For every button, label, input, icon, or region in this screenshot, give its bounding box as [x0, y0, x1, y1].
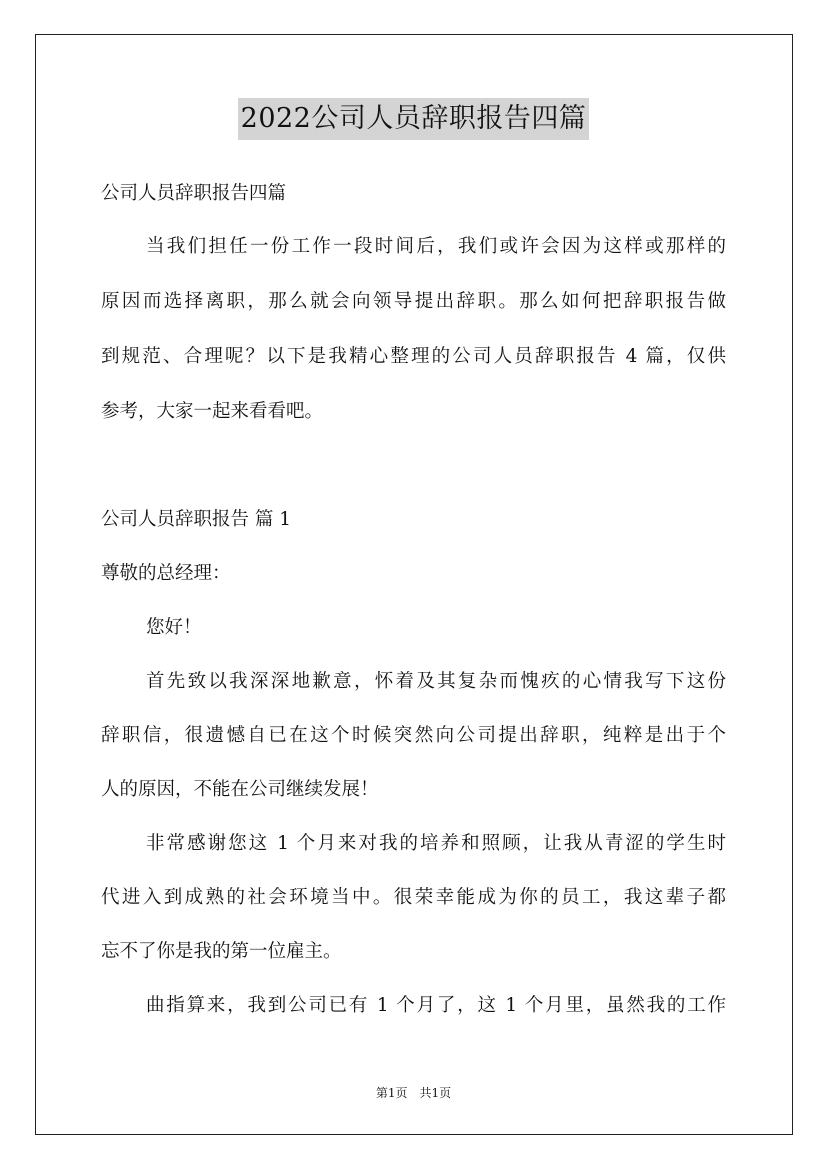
title-wrap	[0, 98, 827, 140]
paragraph-line: 人的原因，不能在公司继续发展！	[101, 779, 379, 800]
paragraph-line: 首先致以我深深地歉意，怀着及其复杂而愧疚的心情我写下这份	[146, 671, 726, 692]
page-footer: 第1页 共1页	[375, 1086, 452, 1100]
paragraph-line: 非常感谢您这 1 个月来对我的培养和照顾，让我从青涩的学生时	[146, 833, 726, 854]
intro-line: 当我们担任一份工作一段时间后，我们或许会因为这样或那样的	[146, 236, 726, 257]
document-title: 2022公司人员辞职报告四篇	[238, 98, 590, 140]
paragraph-line: 忘不了你是我的第一位雇主。	[101, 941, 342, 962]
intro-line: 原因而选择离职，那么就会向领导提出辞职。那么如何把辞职报告做	[101, 291, 726, 312]
paragraph-line: 曲指算来，我到公司已有 1 个月了，这 1 个月里，虽然我的工作	[146, 995, 726, 1016]
document-subtitle: 公司人员辞职报告四篇	[101, 183, 287, 204]
intro-line: 到规范、合理呢？以下是我精心整理的公司人员辞职报告 4 篇，仅供	[101, 346, 726, 367]
greeting: 您好！	[146, 617, 202, 638]
paragraph-line: 辞职信，很遗憾自已在这个时候突然向公司提出辞职，纯粹是出于个	[101, 725, 726, 746]
intro-line: 参考，大家一起来看看吧。	[101, 401, 324, 422]
section-heading: 公司人员辞职报告 篇 1	[101, 509, 292, 530]
paragraph-line: 代进入到成熟的社会环境当中。很荣幸能成为你的员工，我这辈子都	[101, 887, 726, 908]
salutation: 尊敬的总经理：	[101, 563, 231, 584]
